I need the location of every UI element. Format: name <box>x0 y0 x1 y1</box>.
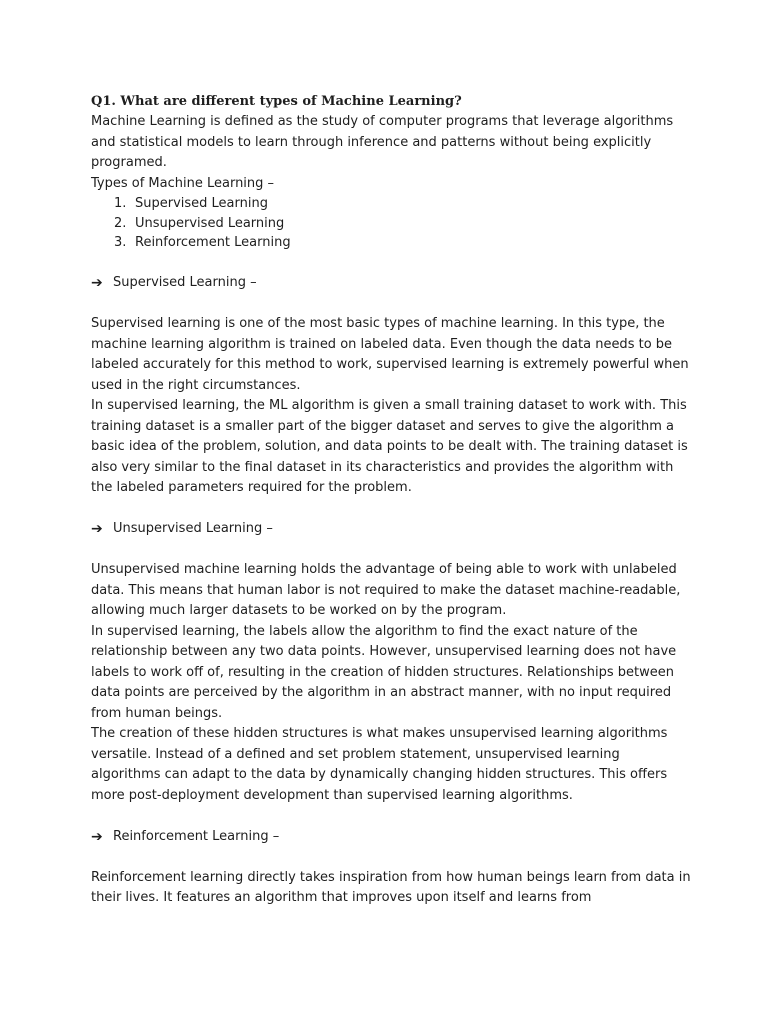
list-item-number: 1. <box>114 196 127 211</box>
section-heading-reinforcement <box>91 827 691 848</box>
question-heading: Q1. What are different types of Machine Learning? <box>91 94 462 109</box>
section-paragraph: Supervised learning is one of the most basic types of machine learning. In this type, the machine learning algorithm is trained on labeled data. Even though the data needs to be labeled accurately for this method to work, supervised learning is extremely powerful when used in the right circumstances. <box>91 316 689 393</box>
list-item <box>91 233 691 253</box>
list-item-number: 2. <box>114 215 127 231</box>
list-item-label: Supervised Learning <box>135 196 268 211</box>
list-item-label: Unsupervised Learning <box>135 215 285 231</box>
list-item-number: 3. <box>114 235 127 250</box>
section-paragraph: The creation of these hidden structures is what makes unsupervised learning algorithms versatile. Instead of a defined and set problem statement, unsupervised learning algorithms can adapt to the data by dynamically changing hidden structures. This offers more post-deployment development than supervised learning algorithms. <box>91 726 668 803</box>
section-heading-supervised <box>91 273 691 294</box>
section-paragraph: Reinforcement learning directly takes inspiration from how human beings learn from data in their lives. It features an algorithm that improves upon itself and learns from <box>91 869 691 905</box>
section-heading-label: Supervised Learning – <box>113 275 257 290</box>
section-heading-label: Unsupervised Learning – <box>113 521 273 536</box>
types-list <box>91 194 691 253</box>
list-item <box>91 194 691 214</box>
arrow-right-icon: ➔ <box>91 828 103 845</box>
list-item <box>91 214 691 234</box>
section-heading-label: Reinforcement Learning – <box>113 828 280 844</box>
intro-paragraph: Machine Learning is defined as the study of computer programs that leverage algorithms and statistical models to learn through inference and patterns without being explicitly programed. <box>91 114 674 170</box>
section-paragraph: In supervised learning, the ML algorithm is given a small training dataset to work with. This training dataset is a smaller part of the bigger dataset and serves to give the algorithm a basic idea of the problem, solution, and data points to be dealt with. The training dataset is also very similar to the final dataset in its characteristics and provides the algorithm with the labeled parameters required for the problem. <box>91 398 688 495</box>
list-item-label: Reinforcement Learning <box>135 235 291 250</box>
arrow-right-icon: ➔ <box>91 275 103 291</box>
arrow-right-icon: ➔ <box>91 521 103 537</box>
types-heading: Types of Machine Learning – <box>91 175 275 191</box>
document-body <box>91 92 691 909</box>
section-paragraph: In supervised learning, the labels allow the algorithm to find the exact nature of the relationship between any two data points. However, unsupervised learning does not have labels to work off of, resulting in the creation of hidden structures. Relationships between data points are perceived by the algorithm in an abstract manner, with no input required from human beings. <box>91 623 677 721</box>
section-heading-unsupervised <box>91 519 691 540</box>
section-paragraph: Unsupervised machine learning holds the advantage of being able to work with unlabeled data. This means that human labor is not required to make the dataset machine-readable, allowing much larger datasets to be worked on by the program. <box>91 562 681 618</box>
